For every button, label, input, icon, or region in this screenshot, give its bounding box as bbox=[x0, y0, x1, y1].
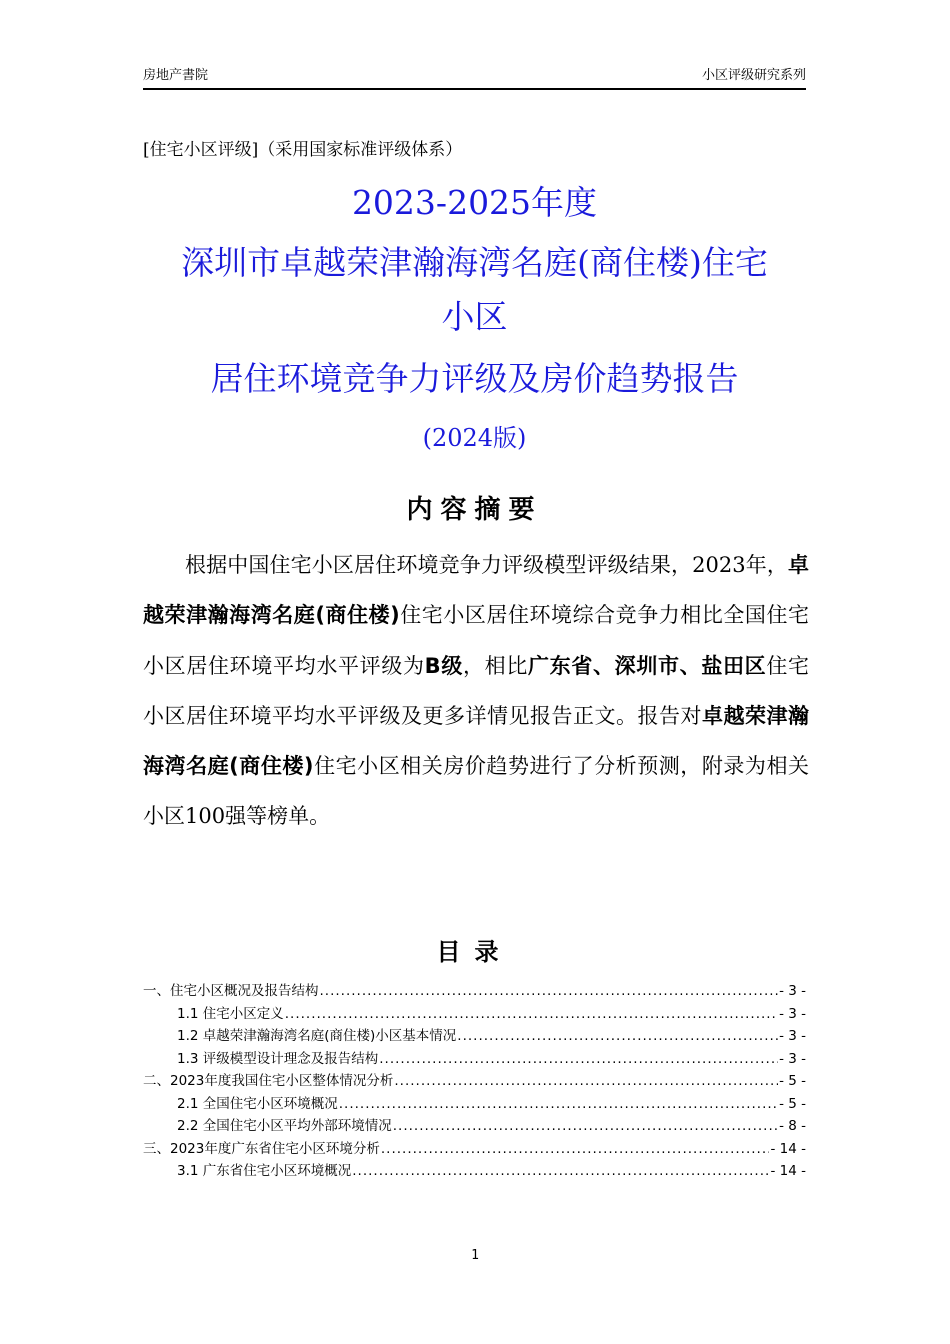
toc-leader-dots bbox=[320, 980, 779, 1003]
toc-entry-label: 二、2023年度我国住宅小区整体情况分析 bbox=[143, 1073, 394, 1089]
toc-entry-page: - 3 - bbox=[779, 1050, 806, 1067]
abstract-text: 住宅小区居住环境平均水平评级及更多详情见报告正文。报告对 bbox=[143, 653, 810, 728]
toc-entry-label: 1.2 卓越荣津瀚海湾名庭(商住楼)小区基本情况 bbox=[177, 1028, 457, 1044]
toc-entry[interactable] bbox=[143, 1093, 806, 1116]
abstract-text: 住宅小区相关房价趋势进行了分析预测，附录为相关小区100强等榜单。 bbox=[143, 754, 809, 829]
toc-entry-label: 3.1 广东省住宅小区环境概况 bbox=[177, 1163, 352, 1179]
toc-leader-dots bbox=[339, 1093, 778, 1116]
toc-entry[interactable] bbox=[143, 1048, 806, 1071]
toc-entry[interactable] bbox=[143, 1003, 806, 1026]
toc-entry-page: - 14 - bbox=[770, 1140, 806, 1157]
toc-leader-dots bbox=[393, 1115, 778, 1138]
title-report: 居住环境竞争力评级及房价趋势报告 bbox=[210, 359, 739, 398]
toc-entry-label: 1.3 评级模型设计理念及报告结构 bbox=[177, 1050, 379, 1067]
title-community-cont: 小区 bbox=[441, 297, 508, 336]
toc-entry-page: - 14 - bbox=[770, 1163, 806, 1179]
toc-entry[interactable] bbox=[143, 1138, 806, 1161]
toc-entry-page: - 5 - bbox=[779, 1095, 806, 1112]
toc-entry[interactable] bbox=[143, 1070, 806, 1093]
toc-leader-dots bbox=[381, 1138, 770, 1161]
toc-entry-page: - 3 - bbox=[779, 1028, 806, 1044]
toc-leader-dots bbox=[352, 1160, 769, 1183]
abstract-body bbox=[143, 540, 809, 842]
toc-entry-page: - 3 - bbox=[779, 1005, 806, 1022]
header-series: 小区评级研究系列 bbox=[701, 68, 806, 83]
toc-entry-page: - 5 - bbox=[779, 1073, 806, 1089]
toc-entry[interactable] bbox=[143, 1160, 806, 1183]
page-header bbox=[143, 66, 806, 90]
toc-leader-dots bbox=[457, 1025, 778, 1048]
toc-entry-page: - 3 - bbox=[779, 983, 806, 999]
toc-entry-label: 2.1 全国住宅小区环境概况 bbox=[177, 1095, 338, 1112]
abstract-paragraph bbox=[143, 540, 809, 842]
table-of-contents bbox=[143, 980, 806, 1183]
toc-entry[interactable] bbox=[143, 1115, 806, 1138]
title-community: 深圳市卓越荣津瀚海湾名庭(商住楼)住宅 bbox=[181, 243, 768, 282]
toc-entry-label: 2.2 全国住宅小区平均外部环境情况 bbox=[177, 1118, 392, 1134]
abstract-heading: 内容摘要 bbox=[406, 495, 543, 525]
rating-bold: B级 bbox=[424, 653, 464, 678]
report-category: [住宅小区评级]（采用国家标准评级体系） bbox=[143, 140, 463, 160]
toc-entry-page: - 8 - bbox=[779, 1118, 806, 1134]
toc-entry[interactable] bbox=[143, 980, 806, 1003]
toc-entry-label: 1.1 住宅小区定义 bbox=[177, 1005, 284, 1022]
toc-entry[interactable] bbox=[143, 1025, 806, 1048]
toc-leader-dots bbox=[285, 1003, 778, 1026]
toc-heading: 目录 bbox=[436, 938, 513, 966]
abstract-text: 根据中国住宅小区居住环境竞争力评级模型评级结果，2023年， bbox=[185, 553, 788, 577]
toc-leader-dots bbox=[379, 1048, 778, 1071]
toc-entry-label: 一、住宅小区概况及报告结构 bbox=[143, 983, 319, 999]
regions-bold: 广东省、深圳市、盐田区 bbox=[528, 653, 767, 678]
community-name-bold: 卓越荣津瀚海湾名庭(商住楼) bbox=[143, 703, 809, 779]
title-edition: (2024版) bbox=[422, 424, 527, 452]
abstract-text: 住宅小区居住环境综合竞争力相比全国住宅小区居住环境平均水平评级为 bbox=[143, 603, 809, 678]
abstract-text: ，相比 bbox=[463, 653, 529, 678]
header-publisher: 房地产書院 bbox=[143, 68, 209, 83]
toc-leader-dots bbox=[394, 1070, 778, 1093]
title-years: 2023-2025年度 bbox=[351, 183, 598, 222]
toc-entry-label: 三、2023年度广东省住宅小区环境分析 bbox=[143, 1140, 380, 1157]
page-number: 1 bbox=[471, 1248, 479, 1263]
community-name-bold: 卓越荣津瀚海湾名庭(商住楼) bbox=[143, 553, 809, 628]
